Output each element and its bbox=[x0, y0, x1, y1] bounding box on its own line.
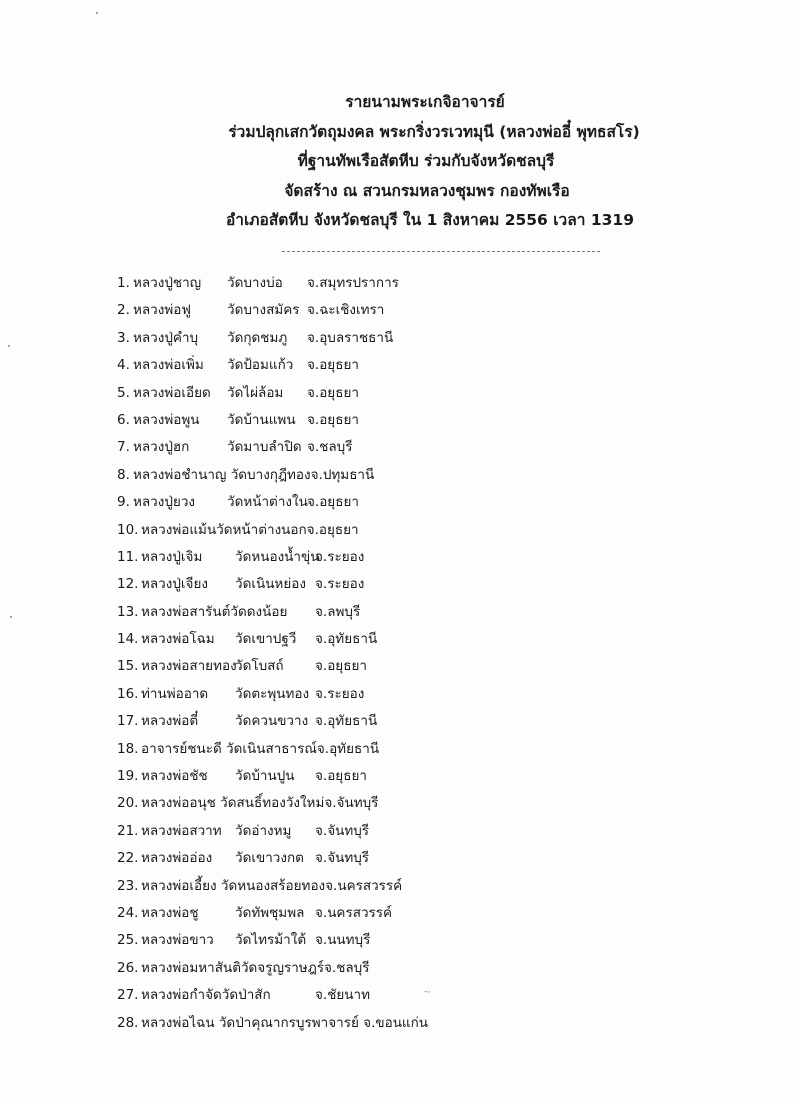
province-name: จ.อยุธยา bbox=[307, 411, 359, 428]
header-title: รายนามพระเกจิอาจารย์ bbox=[345, 93, 505, 111]
item-number: 11. bbox=[117, 548, 139, 565]
item-number: 12. bbox=[117, 576, 139, 593]
temple-name: วัดบ้านปูน bbox=[235, 768, 295, 785]
monk-name: หลวงปู่เจียง bbox=[141, 576, 208, 593]
header-location: ที่ฐานทัพเรือสัตหีบ ร่วมกับจังหวัดชลบุรี bbox=[297, 152, 555, 170]
province-name: จ.ระยอง bbox=[315, 576, 365, 593]
scan-smudge: ~ bbox=[423, 987, 432, 998]
temple-name: วัดไผ่ล้อม bbox=[227, 384, 284, 401]
item-number: 23. bbox=[117, 877, 139, 894]
temple-name: วัดบ้านแพน bbox=[227, 411, 296, 428]
monk-name: หลวงปู่ฮก bbox=[133, 439, 190, 456]
temple-name: วัดทัพชุมพล bbox=[235, 904, 305, 921]
temple-name: วัดเขาปฐวี bbox=[235, 631, 297, 648]
item-number: 27. bbox=[117, 987, 139, 1004]
scan-speck bbox=[8, 345, 10, 347]
monk-name: หลวงพ่อพูน bbox=[133, 411, 200, 428]
item-number: 24. bbox=[117, 904, 139, 921]
province-name: จ.อุทัยธานี bbox=[315, 713, 378, 730]
province-name: จ.อยุธยา bbox=[307, 357, 359, 374]
item-number: 25. bbox=[117, 932, 139, 949]
document-header bbox=[0, 88, 800, 236]
item-number: 16. bbox=[117, 685, 139, 702]
temple-name: วัดเนินหย่อง bbox=[235, 576, 306, 593]
scan-speck bbox=[96, 12, 98, 14]
item-number: 10. bbox=[117, 521, 139, 538]
item-number: 2. bbox=[117, 302, 130, 319]
province-name: จ.สมุทรปราการ bbox=[307, 275, 399, 291]
monk-name: หลวงพ่อตี๋ bbox=[141, 713, 199, 730]
province-name: จ.อยุธยา bbox=[307, 384, 359, 401]
monk-name: หลวงปู่เจิม bbox=[141, 548, 203, 565]
header-date: อำเภอสัตหีบ จังหวัดชลบุรี ใน 1 สิงหาคม 2556 เวลา 1319 bbox=[226, 211, 634, 229]
item-text: หลวงพ่อมหาสันติวัดจรูญราษฎร์จ.ชลบุรี bbox=[141, 959, 370, 976]
monk-name: หลวงพ่อโฉม bbox=[141, 631, 215, 648]
header-subtitle: ร่วมปลุกเสกวัตถุมงคล พระกริ่งวรเวทมุนี (หลวงพ่ออี๋ พุทธสโร) bbox=[228, 122, 640, 141]
province-name: จ.ระยอง bbox=[315, 548, 365, 565]
monk-name: หลวงพ่อสวาท bbox=[141, 822, 222, 839]
province-name: จ.อยุธยา bbox=[315, 658, 367, 675]
monk-name: หลวงพ่อขาว bbox=[141, 932, 214, 949]
item-number: 1. bbox=[117, 275, 130, 291]
monk-name: หลวงพ่ออ่อง bbox=[141, 850, 213, 867]
province-name: จ.ระยอง bbox=[315, 685, 365, 702]
header-venue: จัดสร้าง ณ สวนกรมหลวงชุมพร กองทัพเรือ bbox=[284, 181, 570, 200]
province-name: จ.นนทบุรี bbox=[315, 932, 371, 949]
header-divider bbox=[282, 251, 600, 252]
item-number: 15. bbox=[117, 658, 139, 675]
temple-name: วัดบางสมัคร bbox=[227, 302, 300, 319]
monk-name: หลวงพ่อกำจัดวัดป่าสัก bbox=[141, 987, 271, 1004]
item-number: 18. bbox=[117, 740, 139, 757]
item-number: 21. bbox=[117, 822, 139, 839]
province-name: จ.ชลบุรี bbox=[307, 439, 353, 456]
item-number: 20. bbox=[117, 795, 139, 812]
province-name: จ.จันทบุรี bbox=[315, 822, 370, 839]
item-number: 5. bbox=[117, 384, 130, 401]
temple-name: วัดมาบลำปิด bbox=[227, 439, 302, 456]
temple-name: วัดหน้าต่างใน bbox=[227, 494, 308, 511]
monk-name: หลวงพ่อเอียด bbox=[133, 384, 211, 401]
temple-name: วัดบางบ่อ bbox=[227, 275, 283, 291]
province-name: จ.นครสวรรค์ bbox=[315, 904, 393, 921]
province-name: จ.อยุธยา bbox=[315, 768, 367, 785]
temple-name: วัดควนขวาง bbox=[235, 713, 309, 730]
province-name: จ.ลพบุรี bbox=[315, 603, 361, 620]
item-number: 9. bbox=[117, 494, 130, 511]
temple-name: วัดไทรม้าใต้ bbox=[235, 932, 307, 949]
item-number: 7. bbox=[117, 439, 130, 456]
monk-name: หลวงปู่ชาญ bbox=[133, 275, 202, 291]
monk-name: หลวงปู่ยวง bbox=[133, 494, 195, 511]
temple-name: วัดโบสถ์ bbox=[235, 658, 284, 675]
item-number: 3. bbox=[117, 329, 130, 346]
item-number: 14. bbox=[117, 631, 139, 648]
item-number: 17. bbox=[117, 713, 139, 730]
province-name: จ.อุบลราชธานี bbox=[307, 329, 394, 346]
item-number: 19. bbox=[117, 768, 139, 785]
monk-name: หลวงพ่อสารันต์วัดดงน้อย bbox=[141, 603, 288, 620]
temple-name: วัดเขาวงกต bbox=[235, 850, 304, 867]
item-number: 22. bbox=[117, 850, 139, 867]
temple-name: วัดตะพุนทอง bbox=[235, 685, 310, 702]
temple-name: วัดป้อมแก้ว bbox=[227, 357, 294, 374]
temple-name: วัดหนองน้ำขุ่น bbox=[235, 548, 320, 565]
province-name: จ.จันทบุรี bbox=[315, 850, 370, 867]
item-text: หลวงพ่อชำนาญ วัดบางกุฎีทองจ.ปทุมธานี bbox=[133, 466, 375, 483]
monk-name: หลวงพ่อชู bbox=[141, 904, 199, 921]
temple-name: วัดอ่างหมู bbox=[235, 822, 292, 839]
item-text: หลวงพ่อไฉน วัดป่าคุณากรบูรพาจารย์ จ.ขอนแก่น bbox=[141, 1014, 429, 1031]
item-text: หลวงพ่อแม้นวัดหน้าต่างนอกจ.อยุธยา bbox=[141, 521, 359, 538]
item-number: 28. bbox=[117, 1014, 139, 1031]
province-name: จ.ชัยนาท bbox=[315, 987, 370, 1004]
item-number: 4. bbox=[117, 357, 130, 374]
monk-name: หลวงพ่อชัช bbox=[141, 768, 208, 785]
item-number: 6. bbox=[117, 411, 130, 428]
monk-name: หลวงปู่คำบุ bbox=[133, 329, 199, 346]
item-number: 13. bbox=[117, 603, 139, 620]
province-name: จ.อุทัยธานี bbox=[315, 631, 378, 648]
province-name: จ.อยุธยา bbox=[307, 494, 359, 511]
province-name: จ.ฉะเชิงเทรา bbox=[307, 302, 385, 319]
item-number: 8. bbox=[117, 466, 130, 483]
item-text: หลวงพ่อเอี้ยง วัดหนองสร้อยทองจ.นครสวรรค์ bbox=[141, 877, 403, 894]
scan-speck bbox=[10, 616, 12, 618]
item-number: 26. bbox=[117, 959, 139, 976]
item-text: อาจารย์ชนะดี วัดเนินสาธารณ์จ.อุทัยธานี bbox=[141, 740, 380, 757]
monk-name: หลวงพ่อสายทอง bbox=[141, 658, 237, 675]
item-text: หลวงพ่ออนุช วัดสนธิ์ทองวังใหม่จ.จันทบุรี bbox=[141, 795, 379, 812]
monk-name: หลวงพ่อฟู bbox=[133, 302, 191, 319]
monk-name: หลวงพ่อเพิ่ม bbox=[133, 357, 204, 374]
temple-name: วัดกุดชมภู bbox=[227, 329, 288, 346]
monk-name: ท่านพ่ออาด bbox=[141, 685, 209, 702]
